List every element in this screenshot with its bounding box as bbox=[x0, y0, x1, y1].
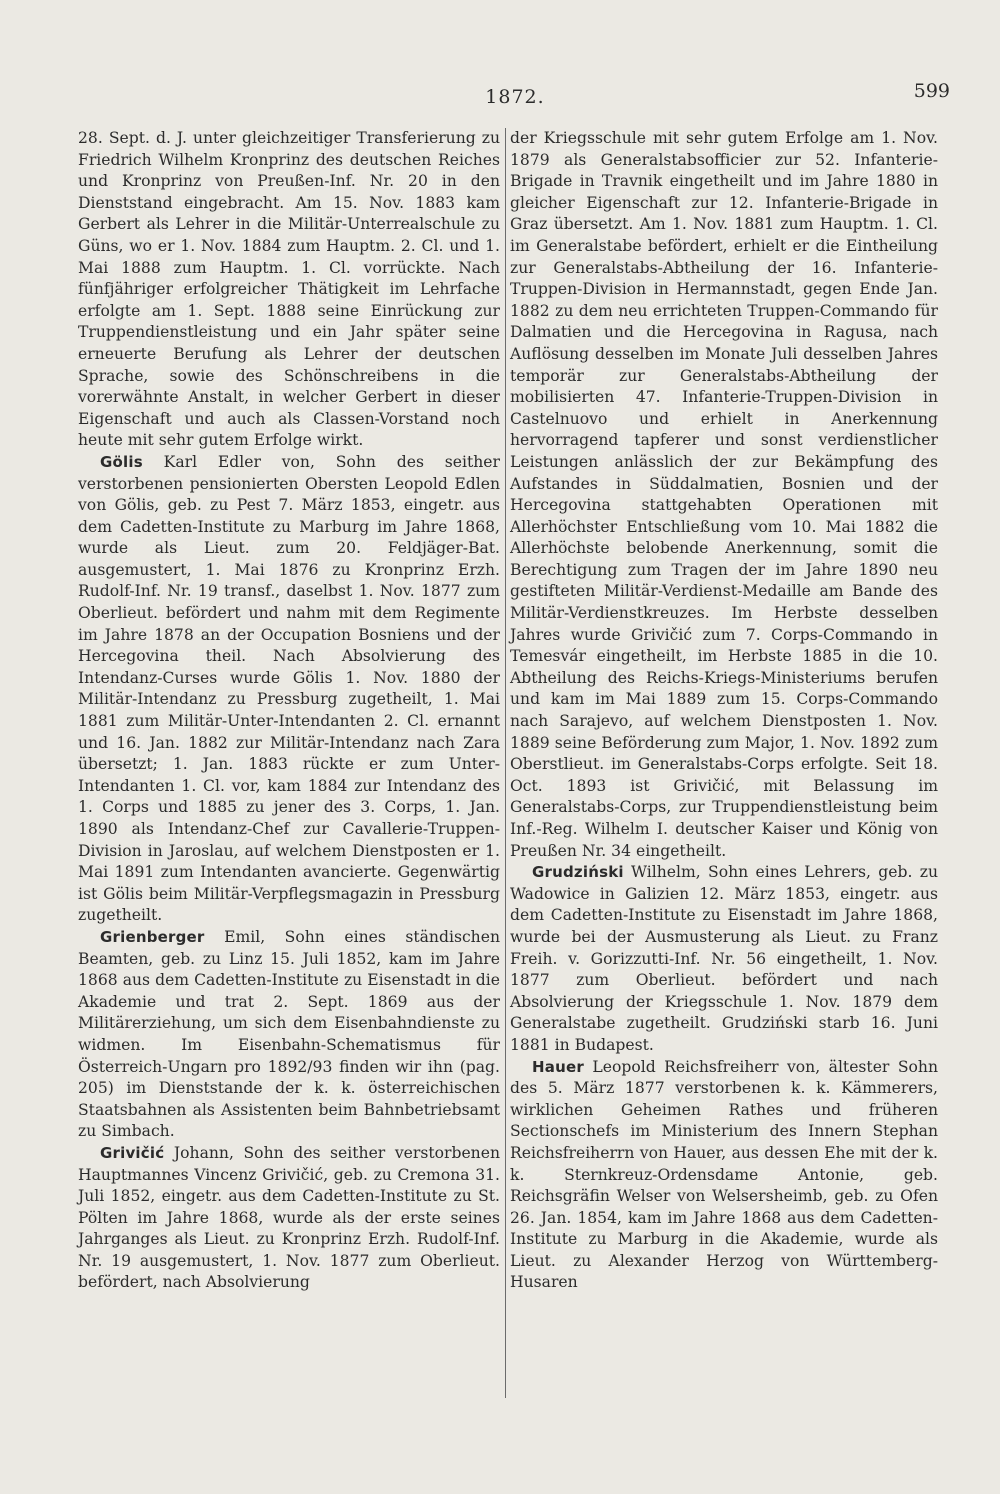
entry-name: Grudziński bbox=[532, 863, 624, 882]
page-header bbox=[0, 80, 1000, 116]
entry-name: Grienberger bbox=[100, 927, 205, 946]
left-column bbox=[78, 128, 500, 1294]
entry-text: Leopold Reichsfreiherr von, ältester Sohn des 5. März 1877 verstorbenen k. k. Kämmerers, wirklichen Geheimen Rathes und früheren Sectionschefs im Ministerium des Innern Stephan Reichsfreiherrn von Hauer, aus dessen Ehe mit der k. k. Sternkreuz-Ordensdame Antonie, geb. Reichsgräfin Welser von Welsersheimb, geb. zu Ofen 26. Jan. 1854, kam im Jahre 1868 aus dem Cadetten-Institute zu Marburg in die Akademie, wurde als Lieut. zu Alexander Herzog von Württemberg-Husaren bbox=[510, 1057, 938, 1292]
page-number: 599 bbox=[913, 80, 950, 102]
entry-text: Karl Edler von, Sohn des seither verstorbenen pensionierten Obersten Leopold Edlen von Gölis, geb. zu Pest 7. März 1853, eingetr. aus dem Cadetten-Institute zu Marburg im Jahre 1868, wurde als Lieut. zum 20. Feldjäger-Bat. ausgemustert, 1. Mai 1876 zu Kronprinz Erzh. Rudolf-Inf. Nr. 19 transf., daselbst 1. Nov. 1877 zum Oberlieut. befördert und nahm mit dem Regimente im Jahre 1878 an der Occupation Bosniens und der Hercegovina theil. Nach Absolvierung des Intendanz-Curses wurde Gölis 1. Nov. 1880 der Militär-Intendanz zu Pressburg zugetheilt, 1. Mai 1881 zum Militär-Unter-Intendanten 2. Cl. ernannt und 16. Jan. 1882 zur Militär-Intendanz nach Zara übersetzt; 1. Jan. 1883 rückte er zum Unter-Intendanten 1. Cl. vor, kam 1884 zur Intendanz des 1. Corps und 1885 zu jener des 3. Corps, 1. Jan. 1890 als Intendanz-Chef zur Cavallerie-Truppen-Division in Jaroslau, auf welchem Dienstposten er 1. Mai 1891 zum Intendanten avancierte. Gegenwärtig ist Gölis beim Militär-Verpflegsmagazin in Pressburg zugetheilt. bbox=[78, 452, 500, 925]
entry-name: Gölis bbox=[100, 452, 143, 471]
entry-paragraph bbox=[510, 1057, 938, 1295]
entry-name: Hauer bbox=[532, 1057, 584, 1076]
entry-text: Johann, Sohn des seither verstorbenen Hauptmannes Vincenz Grivičić, geb. zu Cremona 31. Juli 1852, eingetr. aus dem Cadetten-Institute zu St. Pölten im Jahre 1868, wurde als der erste seines Jahrganges als Lieut. zu Kronprinz Erzh. Rudolf-Inf. Nr. 19 ausgemustert, 1. Nov. 1877 zum Oberlieut. befördert, nach Absolvierung bbox=[78, 1143, 500, 1292]
entry-paragraph bbox=[510, 862, 938, 1056]
running-head-year: 1872. bbox=[485, 86, 545, 108]
entry-paragraph bbox=[78, 1143, 500, 1294]
continuation-paragraph: 28. Sept. d. J. unter gleichzeitiger Transferierung zu Friedrich Wilhelm Kronprinz des deutschen Reiches und Kronprinz von Preußen-Inf. Nr. 20 in den Dienststand eingebracht. Am 15. Nov. 1883 kam Gerbert als Lehrer in die Militär-Unterrealschule zu Güns, wo er 1. Nov. 1884 zum Hauptm. 2. Cl. und 1. Mai 1888 zum Hauptm. 1. Cl. vorrückte. Nach fünfjähriger erfolgreicher Thätigkeit im Lehrfache erfolgte am 1. Sept. 1888 seine Einrückung zur Truppendienstleistung und ein Jahr später seine erneuerte Berufung als Lehrer der deutschen Sprache, sowie des Schönschreibens in die vorerwähnte Anstalt, in welcher Gerbert in dieser Eigenschaft und auch als Classen-Vorstand noch heute mit sehr gutem Erfolge wirkt. bbox=[78, 129, 500, 450]
entry-text: Wilhelm, Sohn eines Lehrers, geb. zu Wadowice in Galizien 12. März 1853, eingetr. aus dem Cadetten-Institute zu Eisenstadt im Jahre 1868, wurde bei der Ausmusterung als Lieut. zu Franz Freih. v. Gorizzutti-Inf. Nr. 56 eingetheilt, 1. Nov. 1877 zum Oberlieut. befördert und nach Absolvierung der Kriegsschule 1. Nov. 1879 dem Generalstabe zugetheilt. Grudziński starb 16. Juni 1881 in Budapest. bbox=[510, 863, 938, 1054]
entry-text: Emil, Sohn eines ständischen Beamten, geb. zu Linz 15. Juli 1852, kam im Jahre 1868 aus dem Cadetten-Institute zu Eisenstadt in die Akademie und trat 2. Sept. 1869 aus der Militärerziehung, um sich dem Eisenbahndienste zu widmen. Im Eisenbahn-Schematismus für Österreich-Ungarn pro 1892/93 finden wir ihn (pag. 205) im Dienststande der k. k. österreichischen Staatsbahnen als Assistenten beim Bahnbetriebsamt zu Simbach. bbox=[78, 927, 500, 1141]
right-column bbox=[510, 128, 938, 1294]
entry-name: Grivičić bbox=[100, 1143, 165, 1162]
entry-paragraph bbox=[78, 927, 500, 1143]
continuation-paragraph: der Kriegsschule mit sehr gutem Erfolge am 1. Nov. 1879 als Generalstabsofficier zur 52. Infanterie-Brigade in Travnik eingetheilt und im Jahre 1880 in gleicher Eigenschaft zur 12. Infanterie-Brigade in Graz übersetzt. Am 1. Nov. 1881 zum Hauptm. 1. Cl. im Generalstabe befördert, erhielt er die Eintheilung zur Generalstabs-Abtheilung der 16. Infanterie-Truppen-Division in Hermannstadt, gegen Ende Jan. 1882 zu dem neu errichteten Truppen-Commando für Dalmatien und die Hercegovina in Ragusa, nach Auflösung desselben im Monate Juli desselben Jahres temporär zur Generalstabs-Abtheilung der mobilisierten 47. Infanterie-Truppen-Division in Castelnuovo und erhielt in Anerkennung hervorragend tapferer und sonst verdienstlicher Leistungen anlässlich der zur Bekämpfung des Aufstandes in Süddalmatien, Bosnien und der Hercegovina stattgehabten Operationen mit Allerhöchster Entschließung vom 10. Mai 1882 die Allerhöchste belobende Anerkennung, somit die Berechtigung zum Tragen der im Jahre 1890 neu gestifteten Militär-Verdienst-Medaille am Bande des Militär-Verdienstkreuzes. Im Herbste desselben Jahres wurde Grivičić zum 7. Corps-Commando in Temesvár eingetheilt, im Herbste 1885 in die 10. Abtheilung des Reichs-Kriegs-Ministeriums berufen und kam im Mai 1889 zum 15. Corps-Commando nach Sarajevo, auf welchem Dienstposten 1. Nov. 1889 seine Beförderung zum Major, 1. Nov. 1892 zum Oberstlieut. im Generalstabs-Corps erfolgte. Seit 18. Oct. 1893 ist Grivičić, mit Belassung im Generalstabs-Corps, zur Truppendienstleistung beim Inf.-Reg. Wilhelm I. deutscher Kaiser und König von Preußen Nr. 34 eingetheilt. bbox=[510, 129, 938, 860]
entry-paragraph bbox=[78, 452, 500, 927]
column-divider bbox=[505, 128, 506, 1398]
